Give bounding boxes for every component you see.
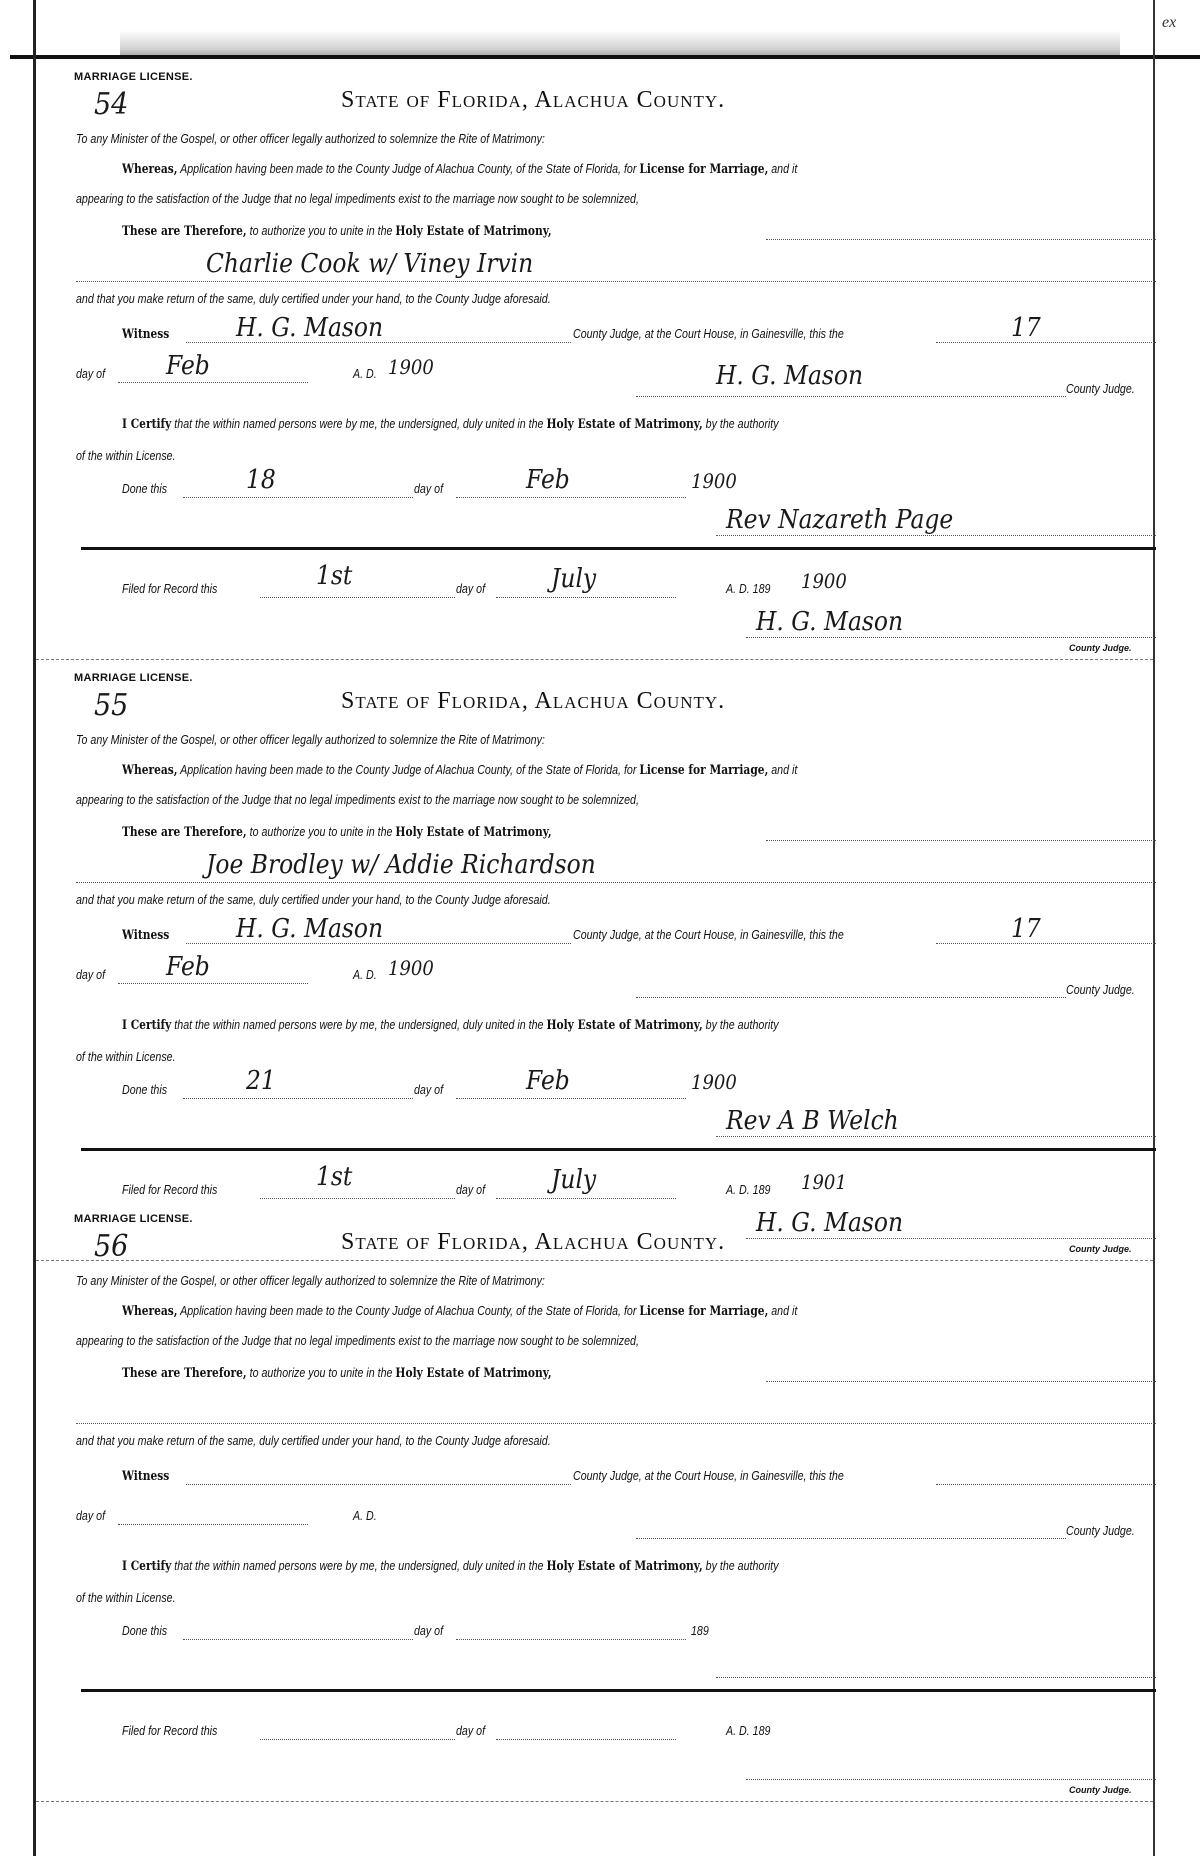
and-that-line: and that you make return of the same, duly certified under your hand, to the County Judge aforesaid.: [76, 291, 551, 306]
dotted-line: [636, 396, 1066, 397]
scan-smudge: [120, 30, 1120, 58]
whereas-line: [122, 1303, 797, 1319]
certify-line: [122, 1017, 779, 1033]
certify-lead: I Certify: [122, 417, 172, 432]
dotted-line: [636, 1538, 1066, 1539]
filed-day-of-label: day of: [456, 581, 486, 596]
form-label: MARRIAGE LICENSE.: [74, 1213, 193, 1225]
certify-end: by the authority: [702, 416, 779, 431]
appearing-line: appearing to the satisfaction of the Judge that no legal impediments exist to the marriage now sought to be solemnized,: [76, 1333, 639, 1348]
county-judge-at-line: County Judge, at the Court House, in Gainesville, this the: [573, 927, 844, 942]
certify-end: by the authority: [702, 1017, 779, 1032]
dotted-line: [746, 1779, 1156, 1780]
whereas-text: Application having been made to the County Judge of Alachua County, of the State of Florida, for: [177, 161, 640, 176]
filed-ad-label: A. D. 189: [726, 1723, 771, 1738]
dotted-line: [260, 1739, 455, 1740]
appearing-line: appearing to the satisfaction of the Judge that no legal impediments exist to the marriage now sought to be solemnized,: [76, 792, 639, 807]
whereas-lead: Whereas,: [122, 1304, 178, 1319]
dotted-line: [183, 1639, 413, 1640]
form-title: State of Florida, Alachua County.: [341, 688, 726, 714]
marriage-license: [36, 660, 1153, 1260]
officiant-signature: Rev A B Welch: [726, 1106, 899, 1136]
dotted-line: [76, 1423, 1156, 1424]
dotted-line: [183, 497, 413, 498]
issue-year: 1900: [388, 956, 434, 980]
of-within-line: of the within License.: [76, 1590, 176, 1605]
done-month: Feb: [526, 465, 570, 495]
dotted-line: [496, 1198, 676, 1199]
these-bold: Holy Estate of Matrimony,: [395, 825, 552, 840]
couple-names: Joe Brodley w/ Addie Richardson: [206, 850, 596, 880]
witness-word: Witness: [122, 928, 170, 943]
certify-bold: Holy Estate of Matrimony,: [546, 417, 703, 432]
form-title: State of Florida, Alachua County.: [341, 87, 726, 113]
whereas-text: Application having been made to the County Judge of Alachua County, of the State of Florida, for: [177, 762, 640, 777]
and-that-line: and that you make return of the same, duly certified under your hand, to the County Judge aforesaid.: [76, 1433, 551, 1448]
issue-month: Feb: [166, 952, 210, 982]
done-this-label: Done this: [122, 1082, 168, 1097]
dotted-line: [118, 1524, 308, 1525]
county-judge-small-label: County Judge.: [1069, 1244, 1132, 1254]
dotted-line: [766, 1381, 1156, 1382]
filed-ad-label: A. D. 189: [726, 581, 771, 596]
filed-day: 1st: [316, 1162, 353, 1192]
dotted-line: [716, 1136, 1156, 1137]
dotted-line: [746, 637, 1156, 638]
these-text: to authorize you to unite in the: [246, 1365, 396, 1380]
witness-label: [122, 927, 169, 943]
filed-day-of-label: day of: [456, 1723, 486, 1738]
these-text: to authorize you to unite in the: [246, 223, 396, 238]
witness-word: Witness: [122, 1469, 170, 1484]
dotted-line: [260, 1198, 455, 1199]
dotted-line: [76, 281, 1156, 282]
certify-text: that the within named persons were by me, the undersigned, duly united in the: [171, 1017, 547, 1032]
dotted-line: [456, 1098, 686, 1099]
these-bold: Holy Estate of Matrimony,: [395, 1366, 552, 1381]
dotted-line: [118, 382, 308, 383]
done-day-of-label: day of: [414, 1082, 444, 1097]
county-judge-label: County Judge.: [1066, 1523, 1135, 1538]
form-label: MARRIAGE LICENSE.: [74, 672, 193, 684]
marriage-license: [36, 59, 1153, 659]
witness-word: Witness: [122, 327, 170, 342]
dotted-line: [456, 497, 686, 498]
issue-year: 1900: [388, 355, 434, 379]
whereas-bold: License for Marriage,: [639, 162, 769, 177]
divider-rule: [81, 1689, 1156, 1692]
dotted-line: [76, 882, 1156, 883]
county-judge-label: County Judge.: [1066, 381, 1135, 396]
day-of-label: day of: [76, 1508, 106, 1523]
dotted-line: [118, 983, 308, 984]
witness-signature: H. G. Mason: [236, 914, 384, 944]
ad-label: A. D.: [353, 967, 377, 982]
dotted-line: [636, 997, 1066, 998]
these-lead: These are Therefore,: [122, 825, 247, 840]
form-title: State of Florida, Alachua County.: [341, 1229, 726, 1255]
these-line: [122, 824, 552, 840]
certify-bold: Holy Estate of Matrimony,: [546, 1559, 703, 1574]
filed-day-of-label: day of: [456, 1182, 486, 1197]
witness-label: [122, 1468, 169, 1484]
whereas-line: [122, 161, 797, 177]
these-lead: These are Therefore,: [122, 224, 247, 239]
certify-line: [122, 416, 779, 432]
issue-day: 17: [1011, 313, 1041, 343]
done-year-printed: 189: [691, 1623, 709, 1638]
dotted-line: [716, 1677, 1156, 1678]
filed-signature: H. G. Mason: [756, 1208, 904, 1238]
these-line: [122, 223, 552, 239]
divider-rule: [81, 547, 1156, 550]
dotted-line: [260, 597, 455, 598]
filed-month: July: [551, 564, 597, 594]
whereas-end: and it: [768, 1303, 798, 1318]
dotted-line: [766, 239, 1156, 240]
certify-text: that the within named persons were by me, the undersigned, duly united in the: [171, 416, 547, 431]
dotted-line: [936, 943, 1156, 944]
of-within-line: of the within License.: [76, 448, 176, 463]
certify-lead: I Certify: [122, 1559, 172, 1574]
of-within-line: of the within License.: [76, 1049, 176, 1064]
license-number: 56: [94, 1229, 129, 1264]
done-month: Feb: [526, 1066, 570, 1096]
filed-label: Filed for Record this: [122, 1182, 218, 1197]
whereas-lead: Whereas,: [122, 763, 178, 778]
dotted-line: [936, 342, 1156, 343]
done-day: 21: [246, 1066, 276, 1096]
certify-text: that the within named persons were by me, the undersigned, duly united in the: [171, 1558, 547, 1573]
divider-rule: [81, 1148, 1156, 1151]
ad-label: A. D.: [353, 366, 377, 381]
whereas-text: Application having been made to the County Judge of Alachua County, of the State of Florida, for: [177, 1303, 640, 1318]
filed-label: Filed for Record this: [122, 581, 218, 596]
certify-end: by the authority: [702, 1558, 779, 1573]
marriage-license: [36, 1201, 1153, 1801]
filed-label: Filed for Record this: [122, 1723, 218, 1738]
right-border: [1153, 0, 1155, 1856]
these-text: to authorize you to unite in the: [246, 824, 396, 839]
dotted-line: [766, 840, 1156, 841]
dotted-line: [936, 1484, 1156, 1485]
filed-year: 1900: [801, 569, 847, 593]
day-of-label: day of: [76, 366, 106, 381]
done-this-label: Done this: [122, 481, 168, 496]
dotted-line: [496, 597, 676, 598]
county-judge-at-line: County Judge, at the Court House, in Gainesville, this the: [573, 1468, 844, 1483]
certify-lead: I Certify: [122, 1018, 172, 1033]
county-judge-small-label: County Judge.: [1069, 1785, 1132, 1795]
witness-signature: H. G. Mason: [236, 313, 384, 343]
whereas-bold: License for Marriage,: [639, 1304, 769, 1319]
whereas-line: [122, 762, 797, 778]
day-of-label: day of: [76, 967, 106, 982]
filed-ad-label: A. D. 189: [726, 1182, 771, 1197]
filed-year: 1901: [801, 1170, 847, 1194]
filed-day: 1st: [316, 561, 353, 591]
dotted-line: [456, 1639, 686, 1640]
done-day-of-label: day of: [414, 481, 444, 496]
filed-month: July: [551, 1165, 597, 1195]
license-number: 55: [94, 688, 129, 723]
to-any-line: To any Minister of the Gospel, or other officer legally authorized to solemnize the Rite of Matrimony:: [76, 1273, 545, 1288]
whereas-end: and it: [768, 161, 798, 176]
whereas-lead: Whereas,: [122, 162, 178, 177]
and-that-line: and that you make return of the same, duly certified under your hand, to the County Judge aforesaid.: [76, 892, 551, 907]
dotted-line: [716, 535, 1156, 536]
certify-line: [122, 1558, 779, 1574]
corner-fragment: ex: [1162, 14, 1177, 31]
form-label: MARRIAGE LICENSE.: [74, 71, 193, 83]
witness-label: [122, 326, 169, 342]
judge-signature: H. G. Mason: [716, 361, 864, 391]
done-day: 18: [246, 465, 276, 495]
whereas-bold: License for Marriage,: [639, 763, 769, 778]
filed-signature: H. G. Mason: [756, 607, 904, 637]
county-judge-small-label: County Judge.: [1069, 643, 1132, 653]
issue-month: Feb: [166, 351, 210, 381]
appearing-line: appearing to the satisfaction of the Judge that no legal impediments exist to the marriage now sought to be solemnized,: [76, 191, 639, 206]
done-this-label: Done this: [122, 1623, 168, 1638]
officiant-signature: Rev Nazareth Page: [726, 505, 954, 535]
dotted-line: [183, 1098, 413, 1099]
section-separator: [36, 1800, 1153, 1802]
license-number: 54: [94, 87, 129, 122]
county-judge-label: County Judge.: [1066, 982, 1135, 997]
to-any-line: To any Minister of the Gospel, or other officer legally authorized to solemnize the Rite of Matrimony:: [76, 732, 545, 747]
certify-bold: Holy Estate of Matrimony,: [546, 1018, 703, 1033]
done-year: 1900: [691, 469, 737, 493]
county-judge-at-line: County Judge, at the Court House, in Gainesville, this the: [573, 326, 844, 341]
couple-names: Charlie Cook w/ Viney Irvin: [206, 249, 534, 279]
done-year: 1900: [691, 1070, 737, 1094]
these-lead: These are Therefore,: [122, 1366, 247, 1381]
these-bold: Holy Estate of Matrimony,: [395, 224, 552, 239]
dotted-line: [186, 1484, 571, 1485]
done-day-of-label: day of: [414, 1623, 444, 1638]
these-line: [122, 1365, 552, 1381]
dotted-line: [496, 1739, 676, 1740]
whereas-end: and it: [768, 762, 798, 777]
ad-label: A. D.: [353, 1508, 377, 1523]
to-any-line: To any Minister of the Gospel, or other officer legally authorized to solemnize the Rite of Matrimony:: [76, 131, 545, 146]
issue-day: 17: [1011, 914, 1041, 944]
